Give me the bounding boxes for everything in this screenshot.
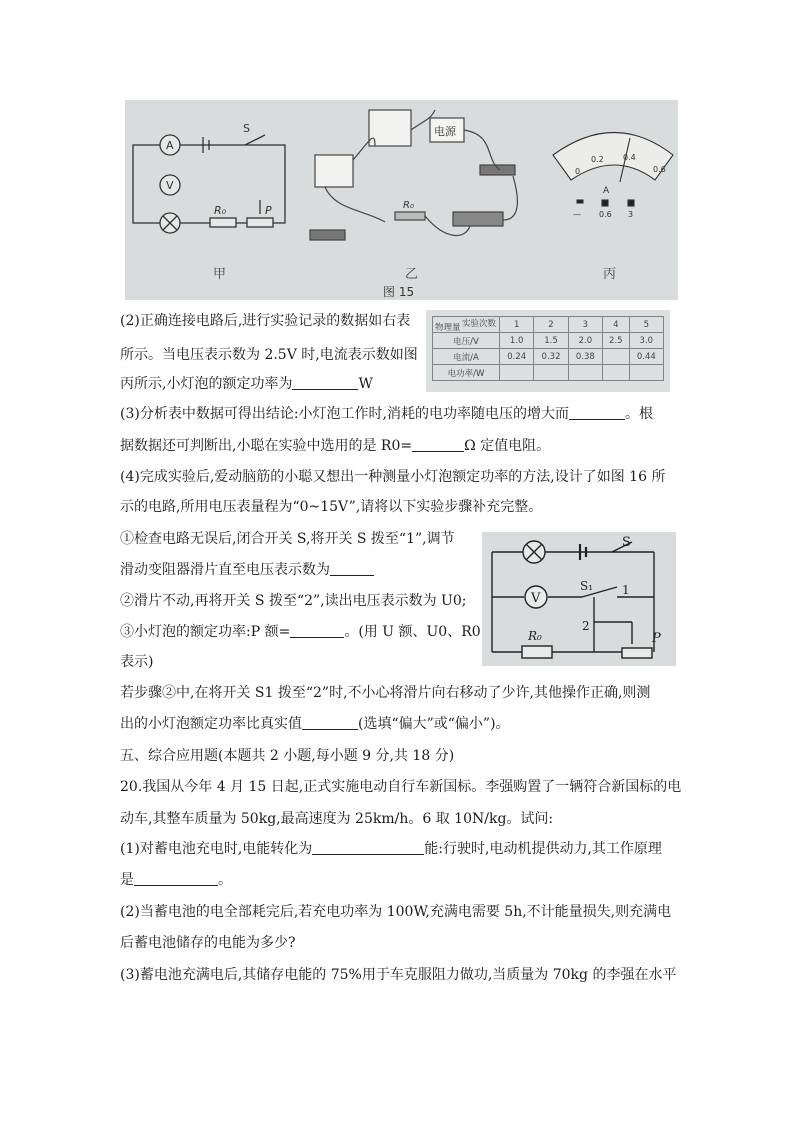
slider-p-label: P bbox=[652, 631, 661, 646]
terminal-2-label: 2 bbox=[582, 619, 590, 633]
table-header-label: 实验次数 bbox=[461, 319, 496, 329]
data-table-photo bbox=[426, 310, 670, 392]
cell: 0.38 bbox=[568, 349, 602, 365]
row-label: 电功率/W bbox=[433, 365, 500, 381]
cell bbox=[603, 365, 630, 381]
text-line bbox=[120, 437, 550, 455]
text-line: (4)完成实验后,爱动脑筋的小聪又想出一种测量小灯泡额定功率的方法,设计了如图 16 所 bbox=[120, 469, 666, 485]
ammeter-scale-2: 0.4 bbox=[623, 153, 636, 162]
label-bing: 丙 bbox=[603, 267, 617, 282]
text-fragment: 滑动变阻器滑片直至电压表示数为 bbox=[120, 562, 330, 578]
text-line: 20.我国从今年 4 月 15 日起,正式实施电动自行车新国标。李强购置了一辆符合新国标的电 bbox=[120, 779, 682, 795]
text-fragment: 。(用 U 额、U0、R0 bbox=[344, 624, 481, 640]
answer-blank[interactable] bbox=[134, 871, 218, 886]
table-trial-4: 4 bbox=[603, 317, 630, 333]
ammeter-terminal-1: 0.6 bbox=[599, 210, 612, 219]
text-fragment: (1)对蓄电池充电时,电能转化为 bbox=[120, 841, 313, 857]
voltmeter-v-label: V bbox=[531, 591, 541, 606]
ammeter-scale-3: 0.6 bbox=[653, 165, 666, 174]
answer-blank[interactable] bbox=[569, 405, 625, 420]
cell: 2.5 bbox=[603, 333, 630, 349]
table-trial-5: 5 bbox=[629, 317, 663, 333]
label-yi: 乙 bbox=[405, 267, 419, 282]
apparatus-yi bbox=[310, 110, 517, 240]
answer-blank[interactable] bbox=[312, 840, 424, 855]
power-label: 电源 bbox=[434, 125, 456, 138]
answer-blank[interactable] bbox=[412, 437, 464, 452]
cell: 3.0 bbox=[629, 333, 663, 349]
circuit-jia bbox=[133, 135, 285, 233]
text-fragment: 。根 bbox=[625, 406, 653, 422]
cell bbox=[603, 349, 630, 365]
text-fragment: 丙所示,小灯泡的额定功率为 bbox=[120, 376, 293, 392]
table-row-header-label: 物理量 bbox=[435, 323, 461, 333]
answer-blank[interactable] bbox=[290, 623, 344, 638]
text-line: ②滑片不动,再将开关 S 拨至“2”,读出电压表示数为 U0; bbox=[120, 593, 467, 609]
text-line: 示的电路,所用电压表量程为“0~15V”,请将以下实验步骤补充完整。 bbox=[120, 499, 543, 515]
ammeter-scale-0: 0 bbox=[575, 167, 581, 176]
ammeter-scale-1: 0.2 bbox=[591, 155, 604, 164]
text-line: 所示。当电压表示数为 2.5V 时,电流表示数如图 bbox=[120, 347, 418, 363]
switch-symbol-s: S bbox=[243, 122, 250, 135]
text-fragment: (选填“偏大”或“偏小”)。 bbox=[358, 716, 510, 732]
resistor-r0-label: R₀ bbox=[528, 629, 542, 643]
text-line bbox=[120, 561, 374, 579]
slider-symbol-p: P bbox=[265, 204, 272, 217]
section-heading: 五、综合应用题(本题共 2 小题,每小题 9 分,共 18 分) bbox=[120, 748, 455, 764]
resistor-symbol-r0: R₀ bbox=[214, 204, 227, 217]
switch-s1-label: S₁ bbox=[580, 579, 594, 593]
table-row bbox=[433, 349, 664, 365]
resistor-b-label: R₀ bbox=[403, 200, 414, 211]
label-jia: 甲 bbox=[213, 267, 227, 282]
text-line: (2)当蓄电池的电全部耗完后,若充电功率为 100W,充满电需要 5h,不计能量损失,则充满电 bbox=[120, 904, 672, 920]
text-line: 动车,其整车质量为 50kg,最高速度为 25km/h。6 取 10N/kg。试问: bbox=[120, 811, 554, 827]
text-fragment: 能:行驶时,电动机提供动力,其工作原理 bbox=[424, 841, 662, 857]
figure-16-circuit bbox=[482, 532, 676, 666]
figure-15-photo bbox=[125, 100, 678, 300]
cell: 0.44 bbox=[629, 349, 663, 365]
cell: 1.5 bbox=[534, 333, 568, 349]
switch-s-label: S bbox=[622, 535, 631, 550]
cell bbox=[500, 365, 534, 381]
text-fragment: 出的小灯泡额定功率比真实值 bbox=[120, 716, 302, 732]
voltmeter-symbol-v: V bbox=[166, 179, 174, 192]
text-line: 若步骤②中,在将开关 S1 拨至“2”时,不小心将滑片向右移动了少许,其他操作正确,则测 bbox=[120, 685, 651, 701]
text-fragment: (3)分析表中数据可得出结论:小灯泡工作时,消耗的电功率随电压的增大而 bbox=[120, 406, 569, 422]
row-label: 电流/A bbox=[433, 349, 500, 365]
text-line: 后蓄电池储存的电能为多少? bbox=[120, 935, 296, 951]
text-fragment: W bbox=[358, 376, 373, 392]
row-label: 电压/V bbox=[433, 333, 500, 349]
table-row bbox=[433, 333, 664, 349]
text-line bbox=[120, 715, 510, 733]
text-line bbox=[120, 840, 662, 858]
text-line bbox=[120, 623, 481, 641]
cell: 0.24 bbox=[500, 349, 534, 365]
ammeter-terminal-0: — bbox=[573, 210, 581, 219]
figure-15-caption: 图 15 bbox=[383, 285, 415, 299]
cell bbox=[568, 365, 602, 381]
answer-blank[interactable] bbox=[302, 715, 358, 730]
data-table bbox=[432, 316, 664, 381]
text-fragment: ③小灯泡的额定功率:P 额= bbox=[120, 624, 291, 640]
text-line: 表示) bbox=[120, 654, 154, 670]
answer-blank[interactable] bbox=[330, 561, 374, 576]
text-fragment: 据数据还可判断出,小聪在实验中选用的是 R0= bbox=[120, 438, 413, 454]
answer-blank[interactable] bbox=[292, 375, 358, 390]
table-trial-1: 1 bbox=[500, 317, 534, 333]
text-line: ①检查电路无误后,闭合开关 S,将开关 S 拨至“1”,调节 bbox=[120, 531, 455, 547]
text-line bbox=[120, 375, 373, 393]
ammeter-terminal-2: 3 bbox=[628, 210, 634, 219]
table-trial-3: 3 bbox=[568, 317, 602, 333]
ammeter-symbol-a: A bbox=[166, 139, 174, 152]
terminal-1-label: 1 bbox=[622, 583, 630, 597]
cell: 1.0 bbox=[500, 333, 534, 349]
text-line bbox=[120, 871, 232, 889]
text-line bbox=[120, 405, 653, 423]
text-line: (3)蓄电池充满电后,其储存电能的 75%用于车克服阻力做功,当质量为 70kg 的李强在水平 bbox=[120, 967, 677, 983]
cell: 2.0 bbox=[568, 333, 602, 349]
text-fragment: 是 bbox=[120, 872, 134, 888]
text-fragment: 。 bbox=[218, 872, 232, 888]
text-fragment: Ω 定值电阻。 bbox=[464, 438, 551, 454]
text-line: (2)正确连接电路后,进行实验记录的数据如右表 bbox=[120, 313, 411, 329]
table-trial-2: 2 bbox=[534, 317, 568, 333]
table-row bbox=[433, 365, 664, 381]
cell bbox=[629, 365, 663, 381]
cell: 0.32 bbox=[534, 349, 568, 365]
ammeter-dial-label: A bbox=[603, 186, 610, 196]
cell bbox=[534, 365, 568, 381]
